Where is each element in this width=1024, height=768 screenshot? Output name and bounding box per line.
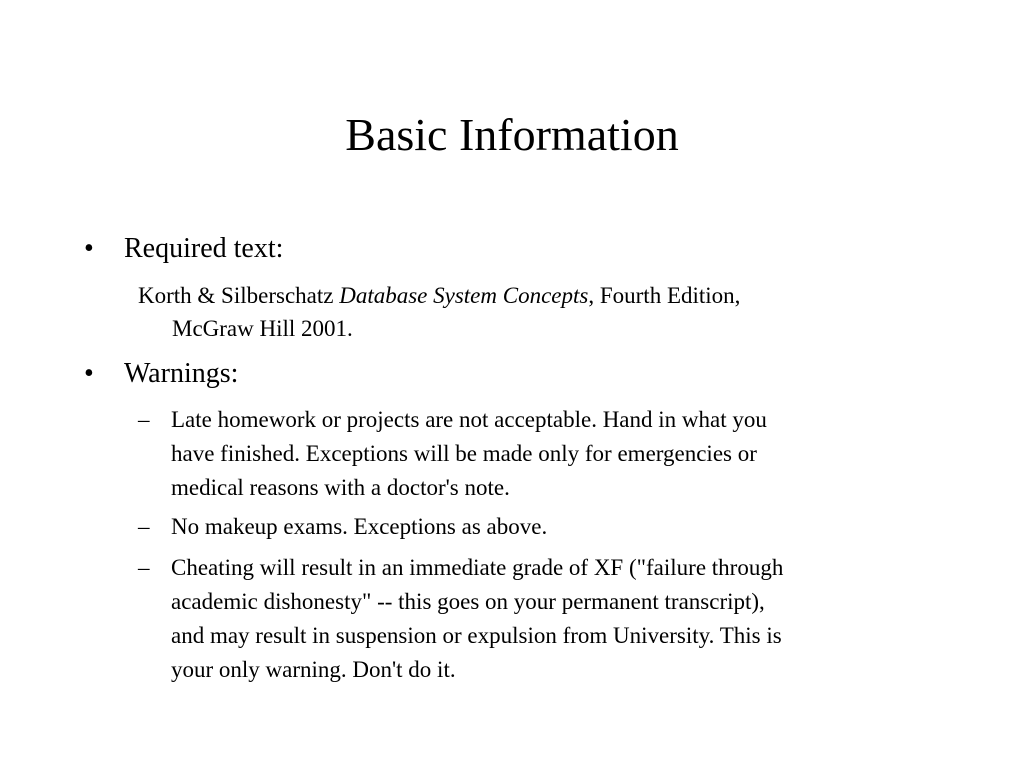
reference-edition: , Fourth Edition,	[588, 283, 741, 308]
bullet-label: Required text:	[124, 233, 284, 264]
dash-marker: –	[138, 555, 150, 580]
warning-line: your only warning. Don't do it.	[171, 657, 456, 682]
warning-item-makeup-exams	[138, 510, 938, 544]
warning-line: No makeup exams. Exceptions as above.	[171, 514, 548, 539]
reference-publisher: McGraw Hill 2001.	[172, 316, 353, 341]
required-text-reference	[138, 279, 908, 345]
warning-line: have finished. Exceptions will be made only for emergencies or	[171, 441, 757, 466]
dash-marker: –	[138, 407, 150, 432]
bullet-marker: •	[84, 358, 94, 389]
warning-item-late-work	[138, 403, 938, 505]
warning-line: Late homework or projects are not acceptable. Hand in what you	[171, 407, 767, 432]
bullet-label: Warnings:	[124, 358, 239, 389]
reference-book-title: Database System Concepts	[339, 283, 589, 308]
warning-line: medical reasons with a doctor's note.	[171, 475, 510, 500]
bullet-warnings	[84, 357, 238, 391]
reference-authors: Korth & Silberschatz	[138, 283, 340, 308]
warning-line: and may result in suspension or expulsion from University. This is	[171, 623, 782, 648]
warning-line: academic dishonesty" -- this goes on your permanent transcript),	[171, 589, 765, 614]
bullet-marker: •	[84, 233, 94, 264]
bullet-required-text	[84, 232, 283, 266]
warning-line: Cheating will result in an immediate grade of XF ("failure through	[171, 555, 784, 580]
slide-title: Basic Information	[345, 109, 679, 160]
warning-item-cheating	[138, 551, 938, 687]
dash-marker: –	[138, 514, 150, 539]
